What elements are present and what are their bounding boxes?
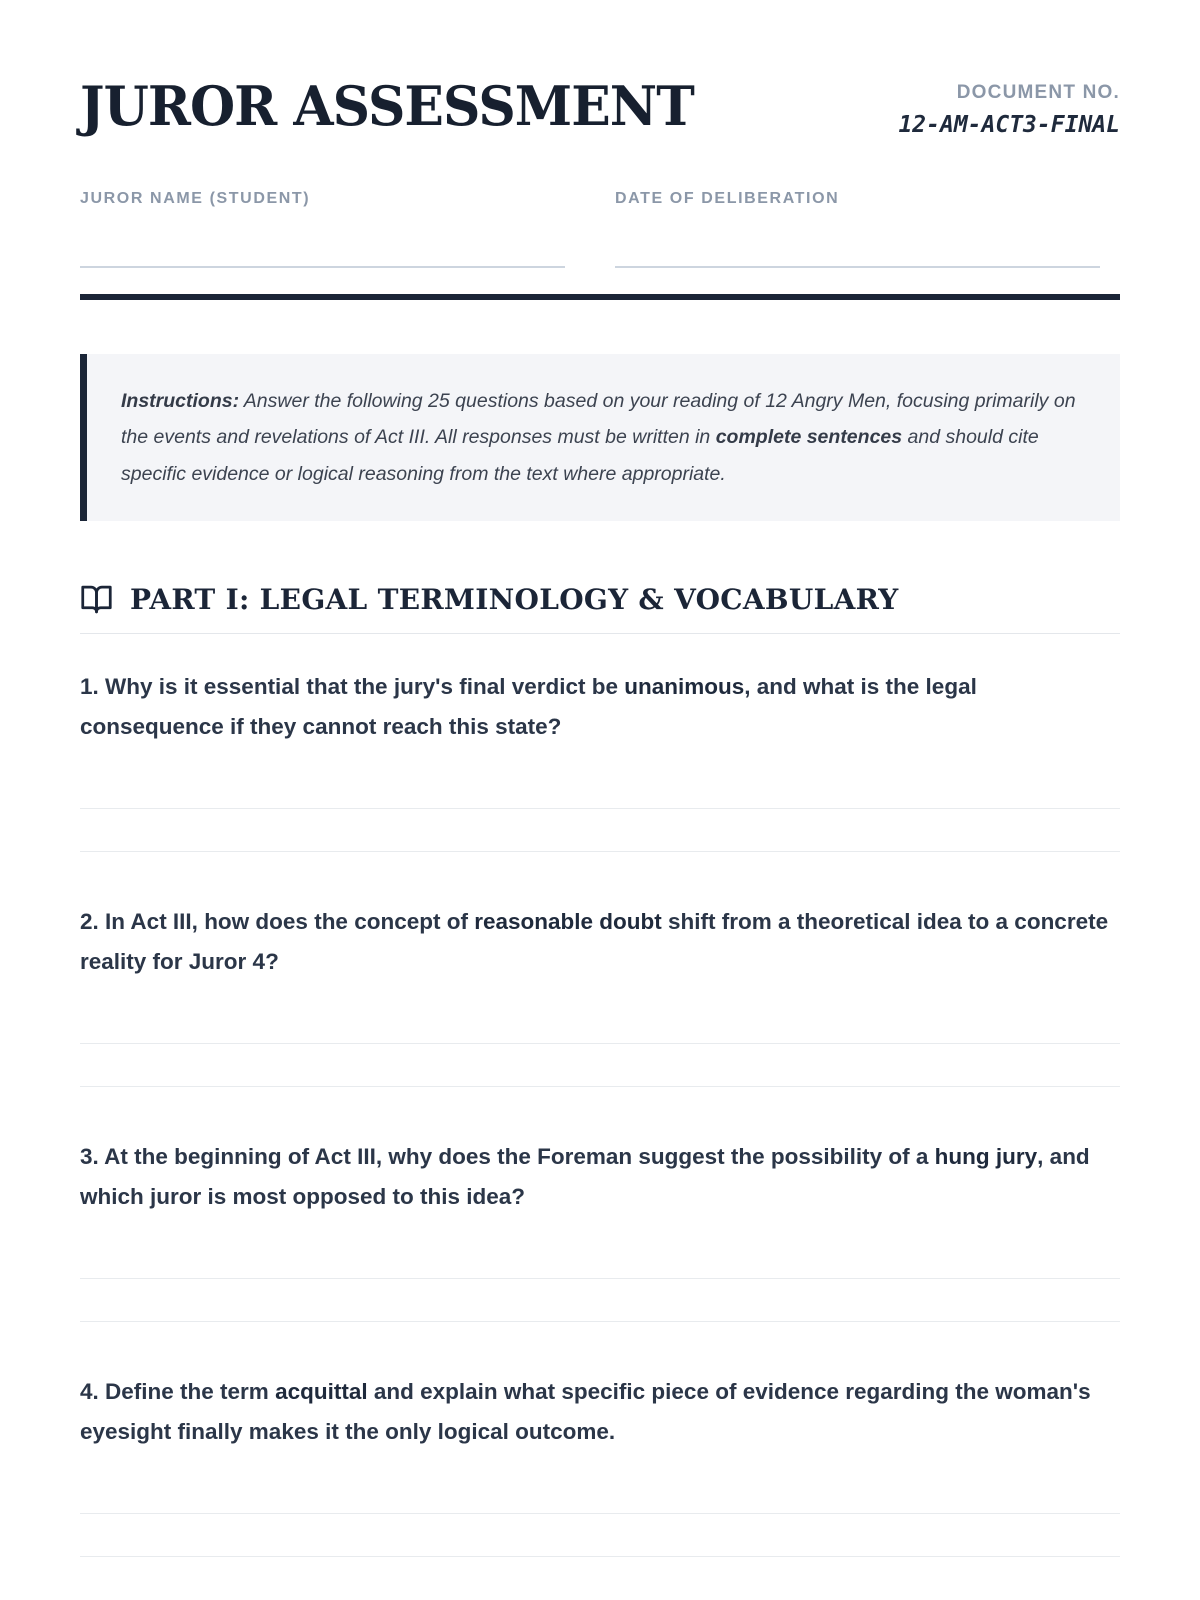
document-number	[898, 78, 1120, 138]
section-heading	[80, 583, 1120, 634]
juror-name-label: JUROR NAME (STUDENT)	[80, 190, 311, 207]
question-3-keyterm: hung jury	[934, 1143, 1038, 1169]
question-4	[80, 1372, 1120, 1557]
question-1-post: , and what is the legal consequence if they cannot reach this state?	[80, 673, 977, 739]
question-2-pre: 2. In Act III, how does the concept of	[80, 908, 475, 934]
question-3-pre: 3. At the beginning of Act III, why does the Foreman suggest the possibility of a	[80, 1143, 935, 1169]
answer-area	[80, 1001, 1120, 1087]
deliberation-date-field	[615, 190, 1100, 268]
answer-line	[80, 1001, 1120, 1044]
header-divider-rule	[80, 294, 1120, 300]
page-title: JUROR ASSESSMENT	[80, 74, 694, 138]
question-4-post: and explain what specific piece of evidence regarding the woman's eyesight finally makes it the only logical outcome.	[80, 1379, 1091, 1445]
question-text	[80, 667, 1120, 747]
question-4-pre: 4. Define the term	[80, 1379, 276, 1405]
answer-area	[80, 1236, 1120, 1322]
juror-name-field	[80, 190, 565, 268]
instructions-text-2: and should cite specific evidence or logical reasoning from the text where appropriate.	[121, 426, 1039, 485]
fill-in-fields	[80, 190, 1120, 268]
book-open-icon	[80, 583, 113, 616]
question-text	[80, 1372, 1120, 1452]
answer-line	[80, 809, 1120, 852]
answer-line	[80, 1236, 1120, 1279]
deliberation-date-label: DATE OF DELIBERATION	[615, 190, 840, 207]
question-1-keyterm: unanimous	[624, 673, 745, 699]
question-2-keyterm: reasonable doubt	[474, 908, 662, 934]
document-number-label: DOCUMENT NO.	[956, 82, 1120, 103]
answer-area	[80, 766, 1120, 852]
question-3	[80, 1137, 1120, 1322]
header	[80, 74, 1120, 138]
question-3-post: , and which juror is most opposed to this idea?	[80, 1143, 1090, 1210]
question-2-post: shift from a theoretical idea to a concrete reality for Juror 4?	[80, 908, 1109, 974]
answer-line	[80, 1044, 1120, 1087]
document-number-value: 12-AM-ACT3-FINAL	[898, 112, 1120, 138]
question-1	[80, 667, 1120, 852]
question-text	[80, 902, 1120, 982]
answer-line	[80, 766, 1120, 809]
juror-name-blank-line	[80, 266, 565, 268]
answer-area	[80, 1471, 1120, 1557]
question-1-pre: 1. Why is it essential that the jury's final verdict be	[80, 673, 625, 699]
answer-line	[80, 1514, 1120, 1557]
instructions-callout	[80, 354, 1120, 521]
instructions-text-1: Answer the following 25 questions based on your reading of 12 Angry Men, focusing primarily on the events and revelations of Act III. All responses must be written in	[121, 390, 1076, 449]
question-2	[80, 902, 1120, 1087]
answer-line	[80, 1279, 1120, 1322]
question-4-keyterm: acquittal	[275, 1379, 368, 1405]
instructions-lead: Instructions:	[121, 390, 240, 412]
deliberation-date-blank-line	[615, 266, 1100, 268]
question-text	[80, 1137, 1120, 1217]
instructions-bold-term: complete sentences	[715, 426, 903, 449]
answer-line	[80, 1471, 1120, 1514]
section-title: PART I: LEGAL TERMINOLOGY & VOCABULARY	[130, 582, 899, 616]
